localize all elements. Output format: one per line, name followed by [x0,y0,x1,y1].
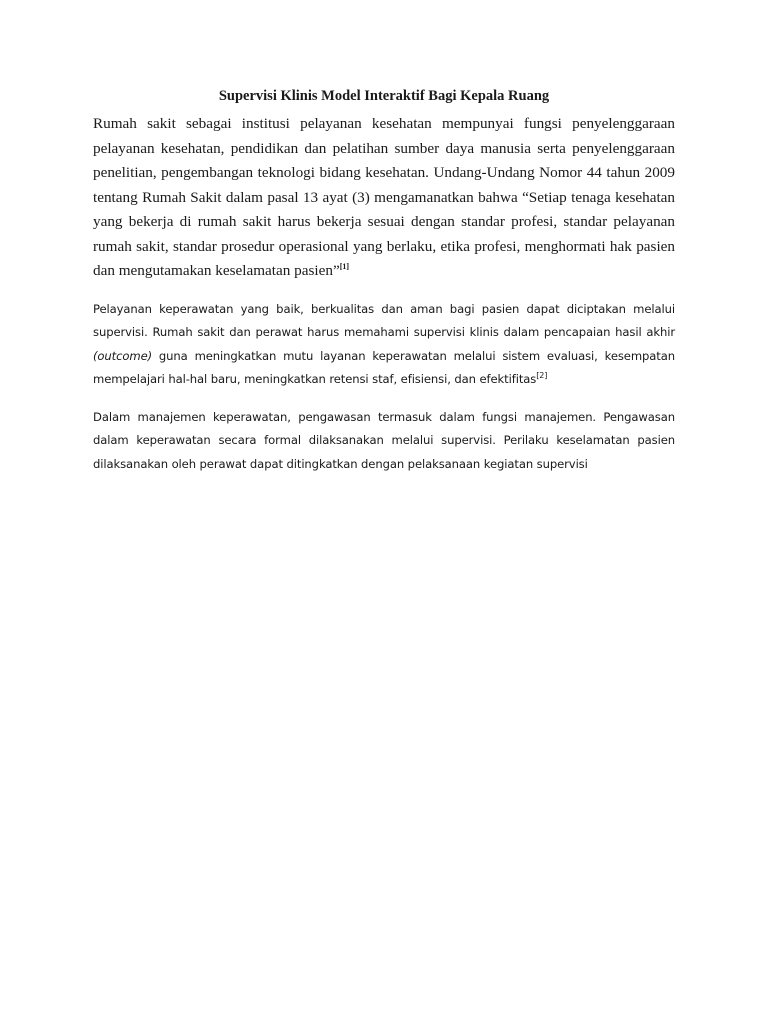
paragraph-3 [93,406,675,477]
reference-2: [2] [536,371,548,381]
paragraph-3-text: Dalam manajemen keperawatan, pengawasan termasuk dalam fungsi manajemen. Pengawasan dalam keperawatan secara formal dilaksanakan melalui supervisi. Perilaku keselamatan pasien dilaksanakan oleh perawat dapat ditingkatkan dengan pelaksanaan kegiatan supervisi [93,409,675,471]
paragraph-1-text: Rumah sakit sebagai institusi pelayanan kesehatan mempunyai fungsi penyelenggaraan pelayanan kesehatan, pendidikan dan pelatihan sumber daya manusia serta penyelenggaraan penelitian, pengembangan teknologi bidang kesehatan. Undang-Undang Nomor 44 tahun 2009 tentang Rumah Sakit dalam pasal 13 ayat (3) mengamanatkan bahwa “Setiap tenaga kesehatan yang bekerja di rumah sakit harus bekerja sesuai dengan standar profesi, standar pelayanan rumah sakit, standar prosedur operasional yang berlaku, etika profesi, menghormati hak pasien dan mengutamakan keselamatan pasien” [93,115,675,279]
reference-1: [1] [339,261,350,271]
paragraph-1 [93,112,675,284]
document-page [93,86,675,490]
paragraph-2-text-b: guna meningkatkan mutu layanan keperawatan melalui sistem evaluasi, kesempatan mempelajari hal-hal baru, meningkatkan retensi staf, efisiensi, dan efektifitas [93,348,675,386]
paragraph-2-italic-term: (outcome) [93,348,153,363]
paragraph-2-text-a: Pelayanan keperawatan yang baik, berkualitas dan aman bagi pasien dapat diciptakan melalui supervisi. Rumah sakit dan perawat harus memahami supervisi klinis dalam pencapaian hasil akhir [93,301,675,339]
paragraph-2 [93,298,675,392]
document-title: Supervisi Klinis Model Interaktif Bagi Kepala Ruang [218,88,550,104]
